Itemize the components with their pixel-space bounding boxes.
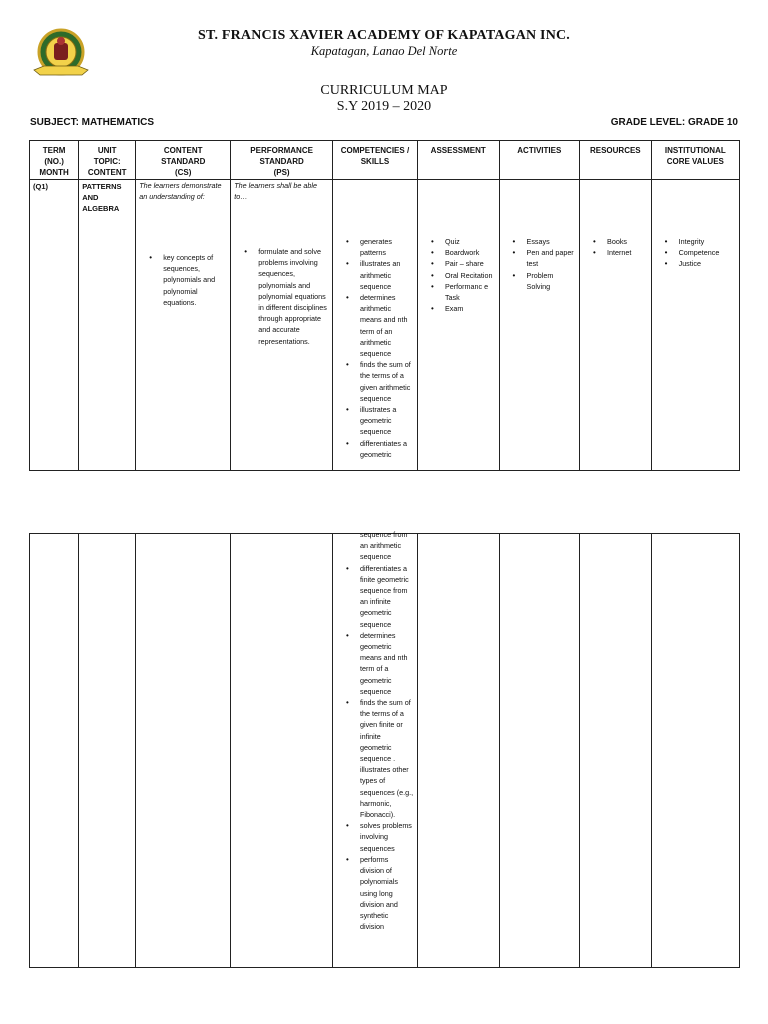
list-item: • performs division of polynomials using long division and synthetic division xyxy=(360,854,414,932)
performance-standard-cell xyxy=(231,534,333,968)
performance-standard-intro: The learners shall be able to… xyxy=(234,181,317,201)
header-text: TERM (NO.) MONTH xyxy=(39,146,69,177)
list-item: • Exam xyxy=(445,303,496,314)
resources-cell xyxy=(580,534,652,968)
list-item: • finds the sum of the terms of a given finite or infinite geometric sequence . illustrates other types of sequences (e.g., harmonic, Fibonacci). xyxy=(360,697,414,820)
column-header xyxy=(79,141,136,180)
column-header xyxy=(30,141,79,180)
resources-cell xyxy=(580,180,652,471)
header-text: PERFORMANCE STANDARD (PS) xyxy=(250,146,313,177)
competencies-cell xyxy=(332,530,417,968)
curriculum-map-table xyxy=(29,140,740,471)
column-header xyxy=(580,141,652,180)
assessment-cell xyxy=(417,180,499,471)
list-item: • illustrates a geometric sequence xyxy=(360,404,414,438)
list-item: • Oral Recitation xyxy=(445,270,496,281)
list-item: • Competence xyxy=(679,247,736,258)
header-text: INSTITUTIONAL CORE VALUES xyxy=(664,146,726,166)
unit-topic: PATTERNS AND ALGEBRA xyxy=(82,182,122,213)
content-standard-cell xyxy=(136,180,231,471)
list-item: • determines arithmetic means and nth term of an arithmetic sequence xyxy=(360,292,414,359)
grade-level-label: GRADE LEVEL: GRADE 10 xyxy=(610,117,738,128)
term-cell: (Q1) xyxy=(30,180,79,471)
school-name: ST. FRANCIS XAVIER ACADEMY OF KAPATAGAN INC. xyxy=(197,28,571,43)
unit-cell xyxy=(79,180,136,471)
list-item: • Justice xyxy=(679,258,736,269)
header-text: RESOURCES xyxy=(589,146,641,155)
column-header xyxy=(136,141,231,180)
column-header xyxy=(332,141,417,180)
continued-text: sequence from an arithmetic sequence xyxy=(359,530,408,562)
list-item: • Boardwork xyxy=(445,247,496,258)
school-year: S.Y 2019 – 2020 xyxy=(336,99,432,114)
curriculum-map-table-continued xyxy=(29,530,740,968)
content-standard-cell xyxy=(136,534,231,968)
list-item: • differentiates a finite geometric sequence from an infinite geometric sequence xyxy=(360,563,414,630)
header-text: ASSESSMENT xyxy=(430,146,486,155)
column-header xyxy=(651,141,739,180)
table-header-row xyxy=(30,141,740,180)
list-item: • Essays xyxy=(527,236,577,247)
core-values-cell xyxy=(651,180,739,471)
document-title: CURRICULUM MAP xyxy=(320,83,448,98)
column-header xyxy=(417,141,499,180)
list-item: • Integrity xyxy=(679,236,736,247)
header-text: CONTENT STANDARD (CS) xyxy=(161,146,206,177)
list-item: • determines geometric means and nth term of a geometric sequence xyxy=(360,630,414,697)
content-standard-intro: The learners demonstrate an understanding of: xyxy=(139,181,222,201)
activities-cell xyxy=(499,180,580,471)
list-item: • Pen and paper test xyxy=(527,247,577,269)
column-header xyxy=(499,141,580,180)
list-item: • finds the sum of the terms of a given arithmetic sequence xyxy=(360,359,414,404)
list-item: • Pair – share xyxy=(445,258,496,269)
table-row xyxy=(30,180,740,471)
list-item: • Internet xyxy=(607,247,648,258)
term-cell xyxy=(30,534,79,968)
header-text: ACTIVITIES xyxy=(517,146,562,155)
activities-cell xyxy=(499,534,580,968)
table-row xyxy=(30,534,740,968)
core-values-cell xyxy=(651,534,739,968)
subject-label: SUBJECT: MATHEMATICS xyxy=(30,117,155,128)
performance-standard-cell xyxy=(231,180,333,471)
list-item: • Books xyxy=(607,236,648,247)
column-header xyxy=(231,141,333,180)
school-address: Kapatagan, Lanao Del Norte xyxy=(310,44,458,58)
unit-cell xyxy=(79,534,136,968)
list-item: • formulate and solve problems involving sequences, polynomials and polynomial equations in different disciplines through appropriate and accurate representations. xyxy=(258,246,329,347)
competencies-cell xyxy=(332,180,417,471)
list-item: • generates patterns xyxy=(360,236,414,258)
list-item: • differentiates a geometric xyxy=(360,438,414,460)
list-item: • Quiz xyxy=(445,236,496,247)
header-text: COMPETENCIES / SKILLS xyxy=(340,146,410,166)
list-item: • solves problems involving sequences xyxy=(360,820,414,854)
header-text: UNIT TOPIC: CONTENT xyxy=(87,146,127,177)
assessment-cell xyxy=(417,534,499,968)
list-item: • Performanc e Task xyxy=(445,281,496,303)
list-item: • Problem Solving xyxy=(527,270,577,292)
list-item: • illustrates an arithmetic sequence xyxy=(360,258,414,292)
list-item: • key concepts of sequences, polynomials and polynomial equations. xyxy=(163,252,227,308)
